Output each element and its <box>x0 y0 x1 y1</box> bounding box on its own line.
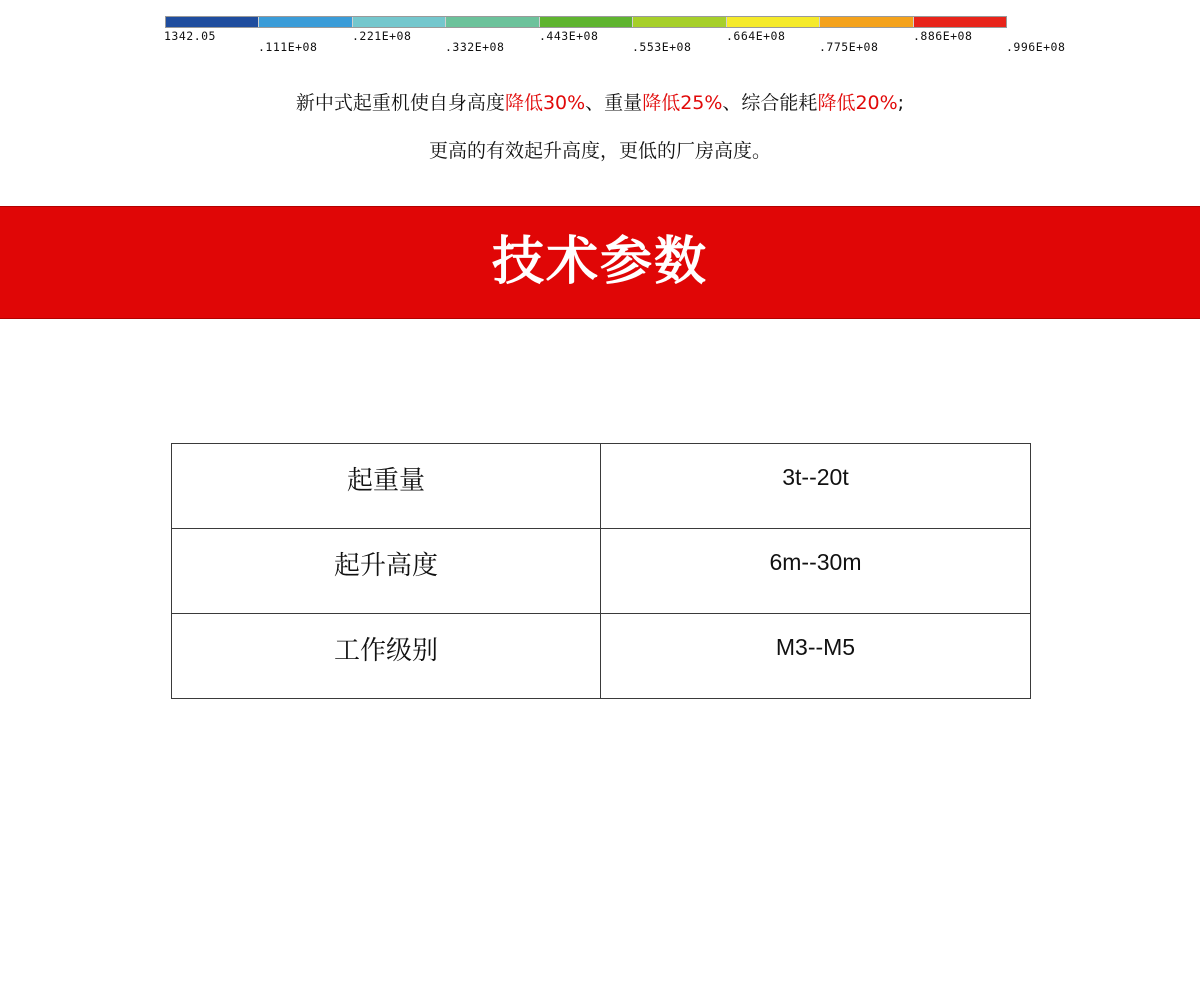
legend-tick: .443E+08 <box>539 29 599 43</box>
table-row <box>172 529 1031 614</box>
legend-tick: .996E+08 <box>1006 40 1066 54</box>
spec-table <box>171 443 1031 699</box>
highlight-energy-reduction: 降低20% <box>817 92 898 114</box>
intro-line-1 <box>0 88 1200 115</box>
highlight-weight-reduction: 降低25% <box>642 92 723 114</box>
spec-value: 3t--20t <box>601 444 1031 529</box>
legend-swatch <box>633 17 726 27</box>
legend-color-bar <box>165 16 1007 28</box>
legend-tick: .332E+08 <box>445 40 505 54</box>
spec-label: 起升高度 <box>172 529 601 614</box>
intro-line-2: 更高的有效起升高度，更低的厂房高度。 <box>428 140 771 162</box>
legend-swatch <box>353 17 446 27</box>
table-row <box>172 444 1031 529</box>
legend-swatch <box>820 17 913 27</box>
legend-tick: .553E+08 <box>632 40 692 54</box>
legend-tick: .775E+08 <box>819 40 879 54</box>
intro-text: ; <box>897 92 905 114</box>
legend-swatch <box>166 17 259 27</box>
legend-swatch <box>540 17 633 27</box>
table-row <box>172 614 1031 699</box>
legend-tick: .664E+08 <box>726 29 786 43</box>
legend-swatch <box>446 17 539 27</box>
legend-swatch <box>259 17 352 27</box>
spec-label: 工作级别 <box>172 614 601 699</box>
stress-legend <box>164 16 1066 56</box>
spec-label: 起重量 <box>172 444 601 529</box>
highlight-height-reduction: 降低30% <box>504 92 586 114</box>
spec-value: 6m--30m <box>601 529 1031 614</box>
intro-text: 、重量 <box>585 92 643 114</box>
section-title: 技术参数 <box>491 232 708 292</box>
intro-text: 、综合能耗 <box>722 92 818 114</box>
legend-swatch <box>727 17 820 27</box>
legend-swatch <box>914 17 1006 27</box>
legend-tick: 1342.05 <box>164 29 216 43</box>
intro-text: 新中式起重机使自身高度 <box>295 92 505 114</box>
section-banner <box>0 206 1200 319</box>
legend-tick: .111E+08 <box>258 40 318 54</box>
legend-tick: .886E+08 <box>913 29 973 43</box>
legend-tick: .221E+08 <box>352 29 412 43</box>
spec-value: M3--M5 <box>601 614 1031 699</box>
